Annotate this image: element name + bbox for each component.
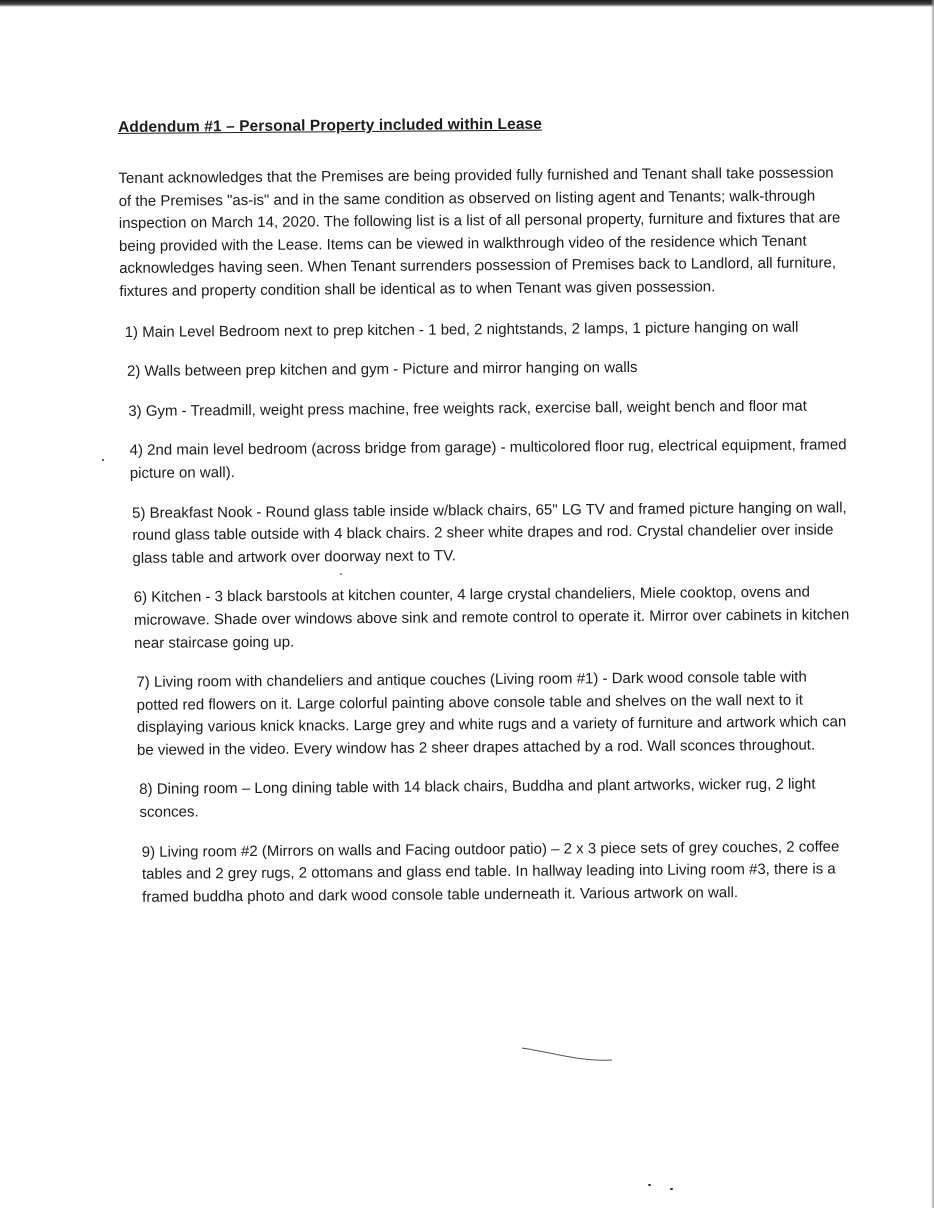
list-item-6: 6) Kitchen - 3 black barstools at kitchen counter, 4 large crystal chandeliers, Miele cooktop, ovens and microwave. Shade over windows above sink and remote control to operate it. Mirror over cabinets in kitchen near staircase going up. [133, 583, 850, 652]
list-item-7: 7) Living room with chandeliers and antique couches (Living room #1) - Dark wood console table with potted red flowers on it. Large colorful painting above console table and shelves on the wall next to it displaying various knick knacks. Large grey and white rugs and a variety of furniture and artwork which can be viewed in the video. Every window has 2 sheer drapes attached by a rod. Wall sconces throughout. [136, 668, 847, 759]
list-item-1: 1) Main Level Bedroom next to prep kitchen - 1 bed, 2 nightstands, 2 lamps, 1 picture hanging on wall [124, 318, 799, 341]
scan-top-edge [0, 0, 934, 7]
scan-speck [648, 1184, 651, 1186]
scan-speck [102, 459, 104, 461]
pen-stroke-mark [520, 1042, 620, 1072]
list-item-4: 4) 2nd main level bedroom (across bridge from garage) - multicolored floor rug, electrical equipment, framed picture on wall). [129, 436, 847, 482]
document-page [118, 112, 854, 926]
list-item-8: 8) Dining room – Long dining table with 14 black chairs, Buddha and plant artworks, wicker rug, 2 light sconces. [139, 776, 816, 821]
scan-speck [670, 1188, 673, 1190]
list-item-5: 5) Breakfast Nook - Round glass table inside w/black chairs, 65" LG TV and framed picture hanging on wall, round glass table outside with 4 black chairs. 2 sheer white drapes and rod. Crystal chandelier over inside glass table and artwork over doorway next to TV. [132, 498, 847, 567]
list-item-9: 9) Living room #2 (Mirrors on walls and Facing outdoor patio) – 2 x 3 piece sets of grey couches, 2 coffee tables and 2 grey rugs, 2 ottomans and glass end table. In hallway leading into Living room #3, there is a framed buddha photo and dark wood console table underneath it. Various artwork on wall. [141, 838, 840, 906]
list-item-3: 3) Gym - Treadmill, weight press machine, free weights rack, exercise ball, weight bench and floor mat [128, 397, 807, 420]
intro-paragraph: Tenant acknowledges that the Premises are being provided fully furnished and Tenant shall take possession of the Premises "as-is" and in the same condition as observed on listing agent and Tenants; walk-through inspection on March 14, 2020. The following list is a list of all personal property, furniture and fixtures that are being provided with the Lease. Items can be viewed in walkthrough video of the residence which Tenant acknowledges having seen. When Tenant surrenders possession of Premises back to Landlord, all furniture, fixtures and property condition shall be identical as to when Tenant was given possession. [118, 164, 841, 300]
list-item-2: 2) Walls between prep kitchen and gym - Picture and mirror hanging on walls [126, 359, 638, 381]
document-title: Addendum #1 – Personal Property included within Lease [118, 115, 543, 136]
scan-speck [340, 573, 342, 575]
